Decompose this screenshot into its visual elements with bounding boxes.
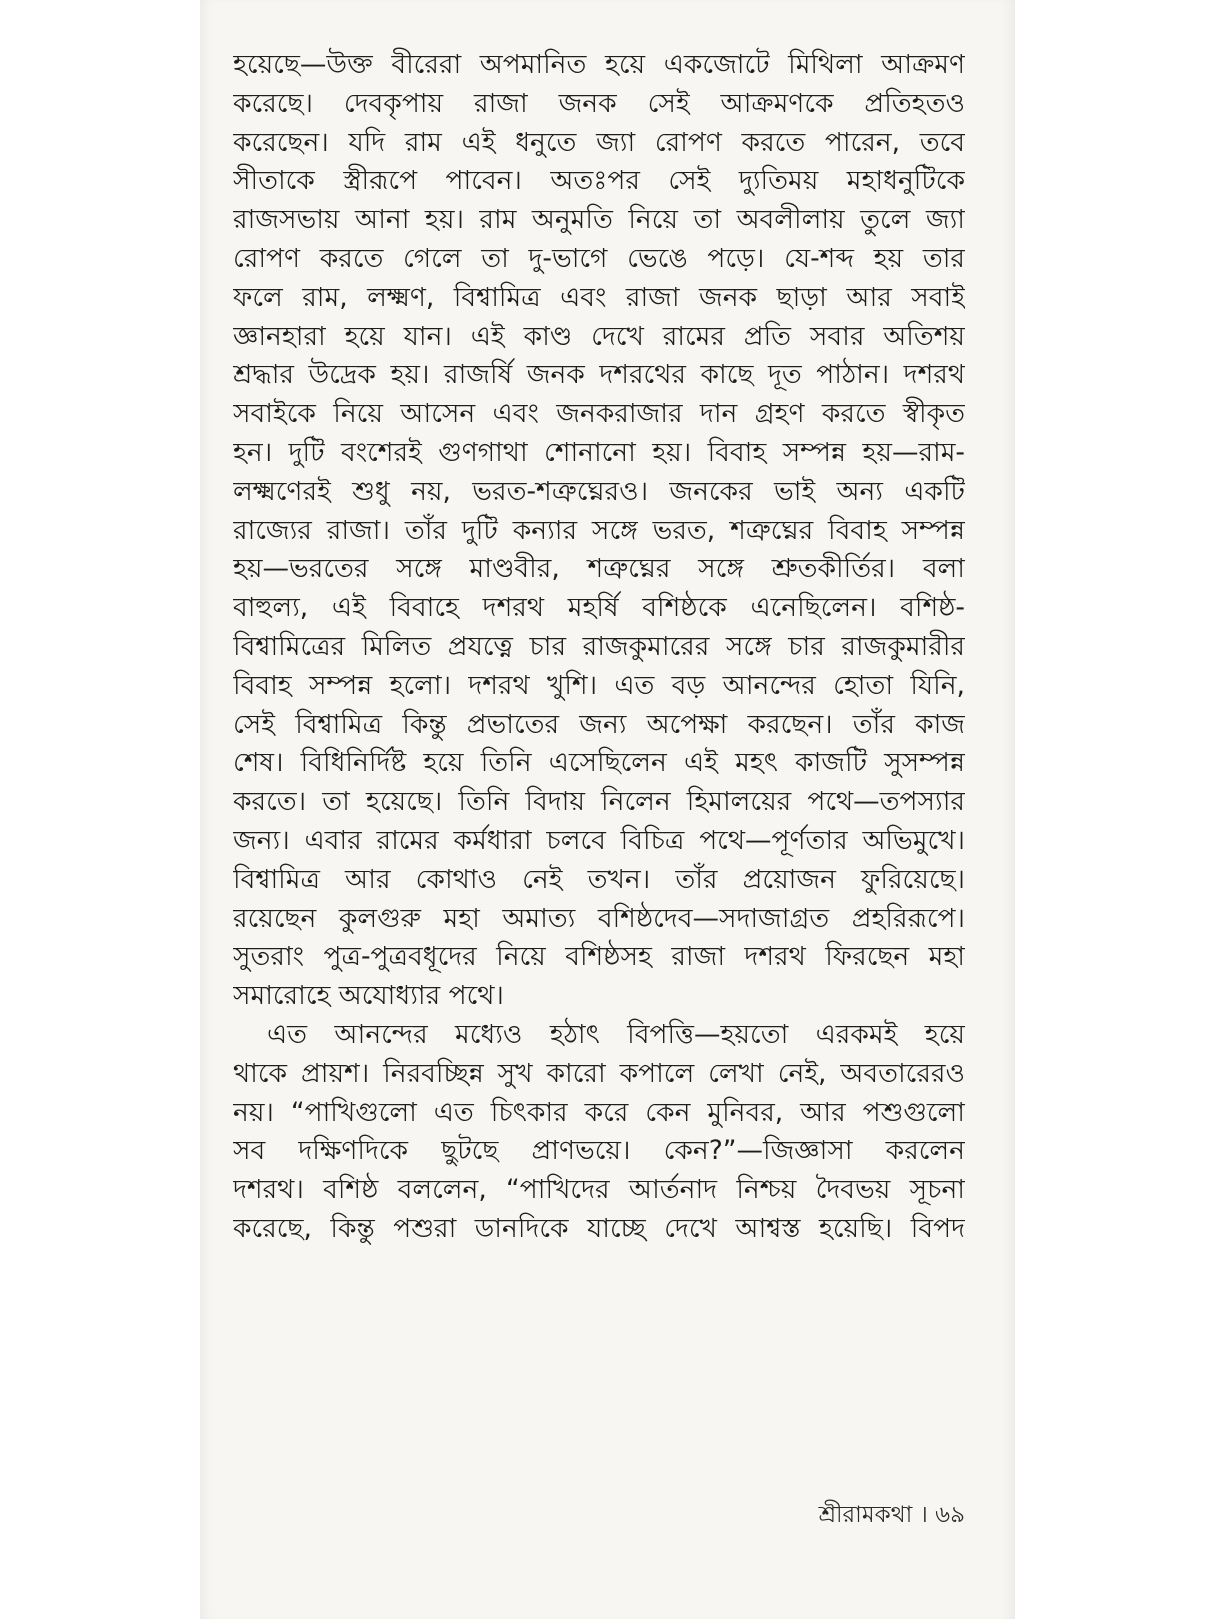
text-line: হয়—ভরতের সঙ্গে মাণ্ডবীর, শত্রুঘ্নের সঙ্গে শ্রুতকীর্তির। বলা	[233, 553, 965, 585]
text-line: বিবাহ সম্পন্ন হলো। দশরথ খুশি। এত বড় আনন্দের হোতা যিনি,	[233, 669, 965, 701]
text-line: সবাইকে নিয়ে আসেন এবং জনকরাজার দান গ্রহণ করতে স্বীকৃত	[233, 398, 965, 430]
text-line: দশরথ। বশিষ্ঠ বললেন, “পাখিদের আর্তনাদ নিশ্চয় দৈবভয় সূচনা	[233, 1174, 965, 1206]
text-line: করেছে। দেবকৃপায় রাজা জনক সেই আক্রমণকে প্রতিহতও	[233, 87, 965, 119]
paragraph-end-line: সমারোহে অযোধ্যার পথে।	[233, 980, 504, 1012]
text-line: বিশ্বামিত্র আর কোথাও নেই তখন। তাঁর প্রয়োজন ফুরিয়েছে।	[233, 863, 965, 895]
text-line: জ্ঞানহারা হয়ে যান। এই কাণ্ড দেখে রামের প্রতি সবার অতিশয়	[233, 320, 965, 352]
text-line: সেই বিশ্বামিত্র কিন্তু প্রভাতের জন্য অপেক্ষা করছেন। তাঁর কাজ	[233, 708, 965, 740]
text-line: রাজসভায় আনা হয়। রাম অনুমতি নিয়ে তা অবলীলায় তুলে জ্যা	[233, 204, 965, 236]
text-line: ফলে রাম, লক্ষ্মণ, বিশ্বামিত্র এবং রাজা জনক ছাড়া আর সবাই	[233, 281, 965, 313]
text-line: সীতাকে স্ত্রীরূপে পাবেন। অতঃপর সেই দ্যুতিময় মহাধনুটিকে	[233, 165, 965, 197]
text-line: শেষ। বিধিনির্দিষ্ট হয়ে তিনি এসেছিলেন এই মহৎ কাজটি সুসম্পন্ন	[233, 747, 965, 779]
body-text	[233, 46, 965, 1249]
text-line: সুতরাং পুত্র-পুত্রবধূদের নিয়ে বশিষ্ঠসহ রাজা দশরথ ফিরছেন মহা	[233, 941, 965, 973]
text-line: করেছেন। যদি রাম এই ধনুতে জ্যা রোপণ করতে পারেন, তবে	[233, 126, 965, 158]
text-line: বিশ্বামিত্রের মিলিত প্রযত্নে চার রাজকুমারের সঙ্গে চার রাজকুমারীর	[233, 630, 965, 662]
text-line: বাহুল্য, এই বিবাহে দশরথ মহর্ষি বশিষ্ঠকে এনেছিলেন। বশিষ্ঠ-	[233, 592, 965, 624]
text-line: সব দক্ষিণদিকে ছুটছে প্রাণভয়ে। কেন?”—জিজ্ঞাসা করলেন	[233, 1135, 965, 1167]
text-line: লক্ষ্মণেরই শুধু নয়, ভরত-শত্রুঘ্নেরও। জনকের ভাই অন্য একটি	[233, 475, 965, 507]
page-footer-folio: শ্রীরামকথা । ৬৯	[818, 1502, 965, 1528]
text-line: করতে। তা হয়েছে। তিনি বিদায় নিলেন হিমালয়ের পথে—তপস্যার	[233, 786, 965, 818]
text-line: রাজ্যের রাজা। তাঁর দুটি কন্যার সঙ্গে ভরত, শত্রুঘ্নের বিবাহ সম্পন্ন	[233, 514, 965, 546]
text-line: হয়েছে—উক্ত বীরেরা অপমানিত হয়ে একজোটে মিথিলা আক্রমণ	[233, 49, 965, 80]
text-line: হন। দুটি বংশেরই গুণগাথা শোনানো হয়। বিবাহ সম্পন্ন হয়—রাম-	[233, 436, 965, 468]
text-line: শ্রদ্ধার উদ্রেক হয়। রাজর্ষি জনক দশরথের কাছে দূত পাঠান। দশরথ	[233, 359, 965, 391]
text-line: রয়েছেন কুলগুরু মহা অমাত্য বশিষ্ঠদেব—সদাজাগ্রত প্রহরিরূপে।	[233, 902, 965, 934]
text-line: জন্য। এবার রামের কর্মধারা চলবে বিচিত্র পথে—পূর্ণতার অভিমুখে।	[233, 824, 965, 856]
text-line: নয়। “পাখিগুলো এত চিৎকার করে কেন মুনিবর, আর পশুগুলো	[233, 1096, 965, 1128]
text-line: রোপণ করতে গেলে তা দু-ভাগে ভেঙে পড়ে। যে-শব্দ হয় তার	[233, 242, 965, 274]
text-line: থাকে প্রায়শ। নিরবচ্ছিন্ন সুখ কারো কপালে লেখা নেই, অবতারেরও	[233, 1057, 965, 1089]
text-line: করেছে, কিন্তু পশুরা ডানদিকে যাচ্ছে দেখে আশ্বস্ত হয়েছি। বিপদ	[233, 1212, 965, 1244]
paragraph-start-line: এত আনন্দের মধ্যেও হঠাৎ বিপত্তি—হয়তো এরকমই হয়ে	[267, 1018, 965, 1050]
